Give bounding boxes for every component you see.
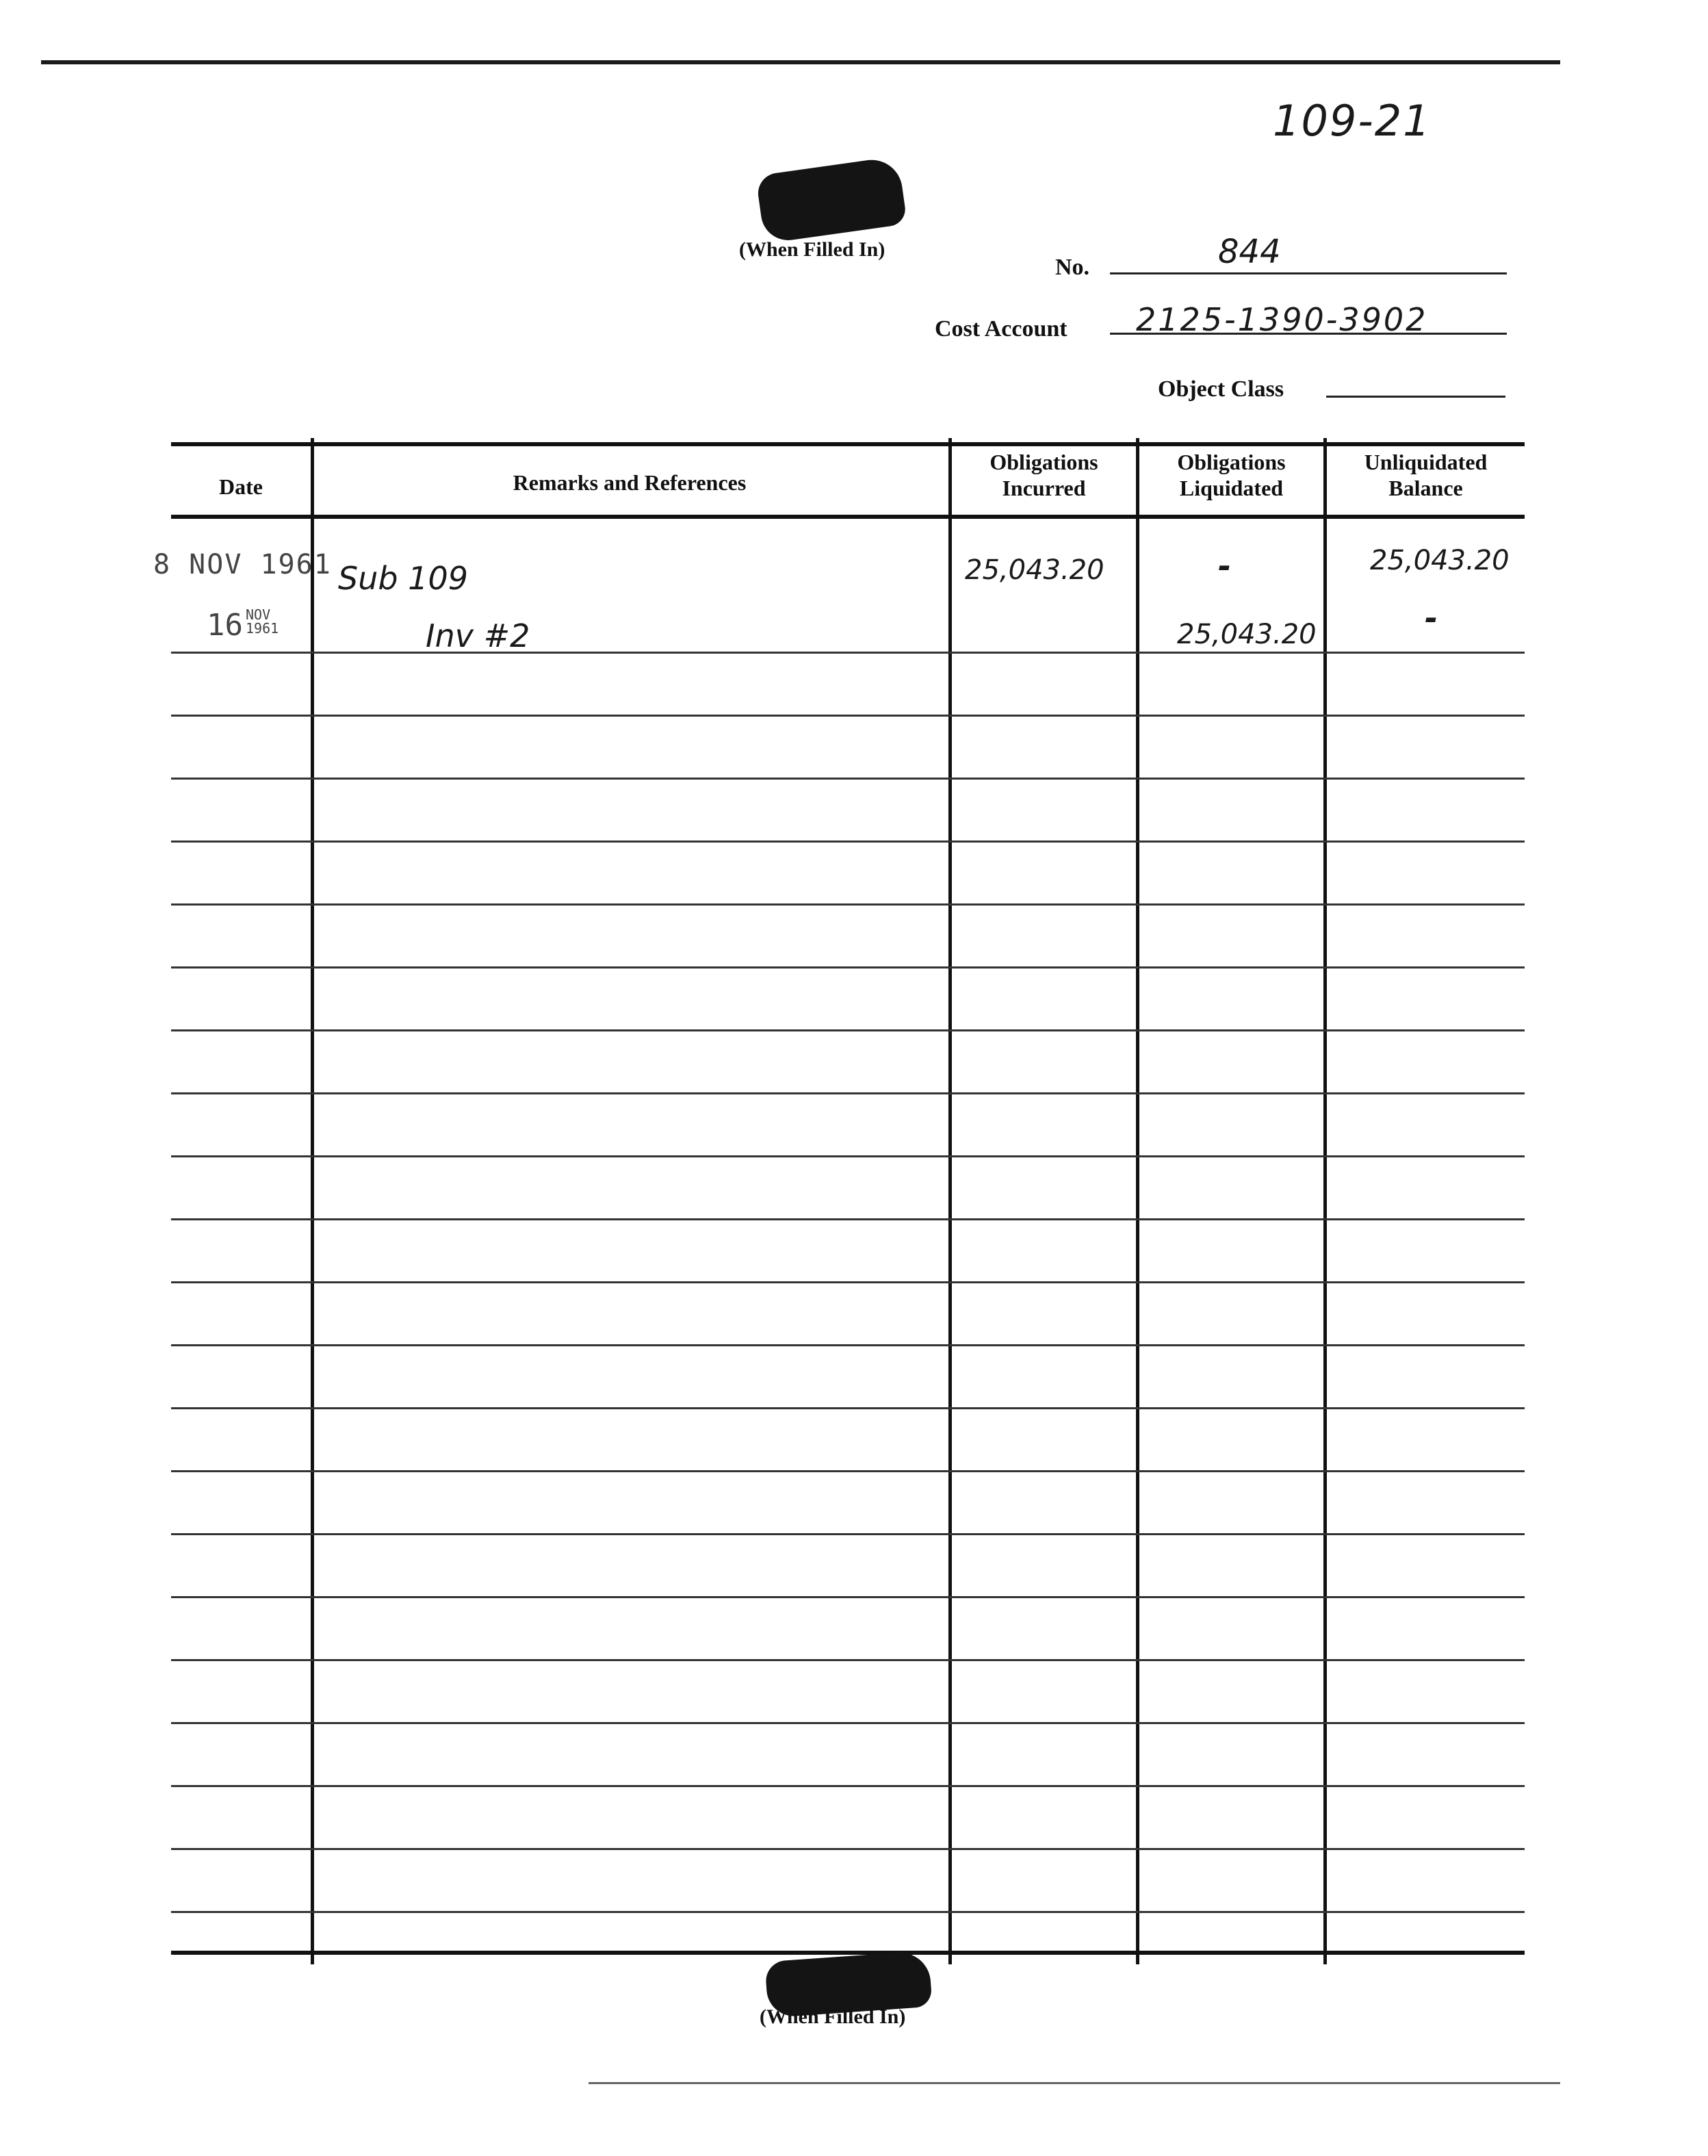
ledger-row-line (171, 1785, 1525, 1787)
row-1-obligations-incurred: 25,043.20 (965, 554, 1104, 586)
column-header-obligations-incurred: Obligations Incurred (989, 450, 1098, 500)
row-2-unliquidated-balance: - (1425, 600, 1438, 637)
no-label: No. (1055, 255, 1090, 280)
row-1-obligations-liquidated: - (1218, 548, 1232, 585)
ledger-row-line (171, 1596, 1525, 1598)
ledger-top-border (171, 442, 1525, 446)
column-header-date: Date (219, 474, 263, 499)
column-divider (1323, 438, 1327, 1964)
ledger-row-line (171, 1659, 1525, 1661)
row-2-obligations-liquidated: 25,043.20 (1177, 619, 1317, 650)
cost-account-value: 2125-1390-3902 (1136, 301, 1428, 338)
no-field-value: 844 (1218, 233, 1281, 271)
ledger-row-line (171, 1029, 1525, 1031)
row-2-remarks: Inv #2 (426, 617, 530, 654)
redaction-mark-top (755, 156, 907, 244)
classification-caption-top: (When Filled In) (739, 238, 885, 261)
column-divider (311, 438, 314, 1964)
column-header-unliquidated-balance: Unliquidated Balance (1364, 450, 1488, 500)
ledger-row-line (171, 1092, 1525, 1094)
ledger-row-line (171, 840, 1525, 843)
ledger-row-line (171, 778, 1525, 780)
object-class-label: Object Class (1158, 376, 1284, 402)
row-1-remarks: Sub 109 (338, 560, 468, 597)
ledger-row-line (171, 1911, 1525, 1913)
ledger-row-line (171, 1533, 1525, 1535)
ledger-row-line (171, 1470, 1525, 1472)
ledger-row-line (171, 1155, 1525, 1157)
ledger-row-line (171, 1281, 1525, 1283)
ledger-table (153, 438, 1525, 1964)
bottom-rule (588, 2082, 1560, 2084)
classification-caption-bottom: (When Filled In) (760, 2005, 906, 2028)
no-field-line (1110, 272, 1507, 274)
ledger-row-line (171, 966, 1525, 968)
ledger-row-line (171, 1848, 1525, 1850)
cost-account-label: Cost Account (935, 316, 1068, 342)
row-1-unliquidated-balance: 25,043.20 (1370, 545, 1510, 576)
row-2-date-month-year: NOV 1961 (245, 606, 279, 637)
column-divider (948, 438, 952, 1964)
ledger-row-line (171, 715, 1525, 717)
ledger-bottom-border (171, 1951, 1525, 1955)
row-2-date-day: 16 (207, 608, 243, 643)
ledger-row-line (171, 1218, 1525, 1220)
ledger-row-line (171, 903, 1525, 906)
top-rule (41, 60, 1560, 64)
object-class-field-line (1326, 396, 1505, 398)
row-1-date-stamp: 8 NOV 1961 (153, 549, 332, 580)
reference-number: 109-21 (1273, 96, 1432, 146)
ledger-row-line (171, 1344, 1525, 1346)
ledger-header-divider (171, 515, 1525, 519)
ledger-row-line (171, 652, 1525, 654)
column-header-remarks: Remarks and References (513, 470, 747, 495)
ledger-row-line (171, 1722, 1525, 1724)
column-header-obligations-liquidated: Obligations Liquidated (1177, 450, 1286, 500)
column-divider (1136, 438, 1139, 1964)
row-2-date-stamp (207, 608, 279, 643)
ledger-row-line (171, 1407, 1525, 1409)
